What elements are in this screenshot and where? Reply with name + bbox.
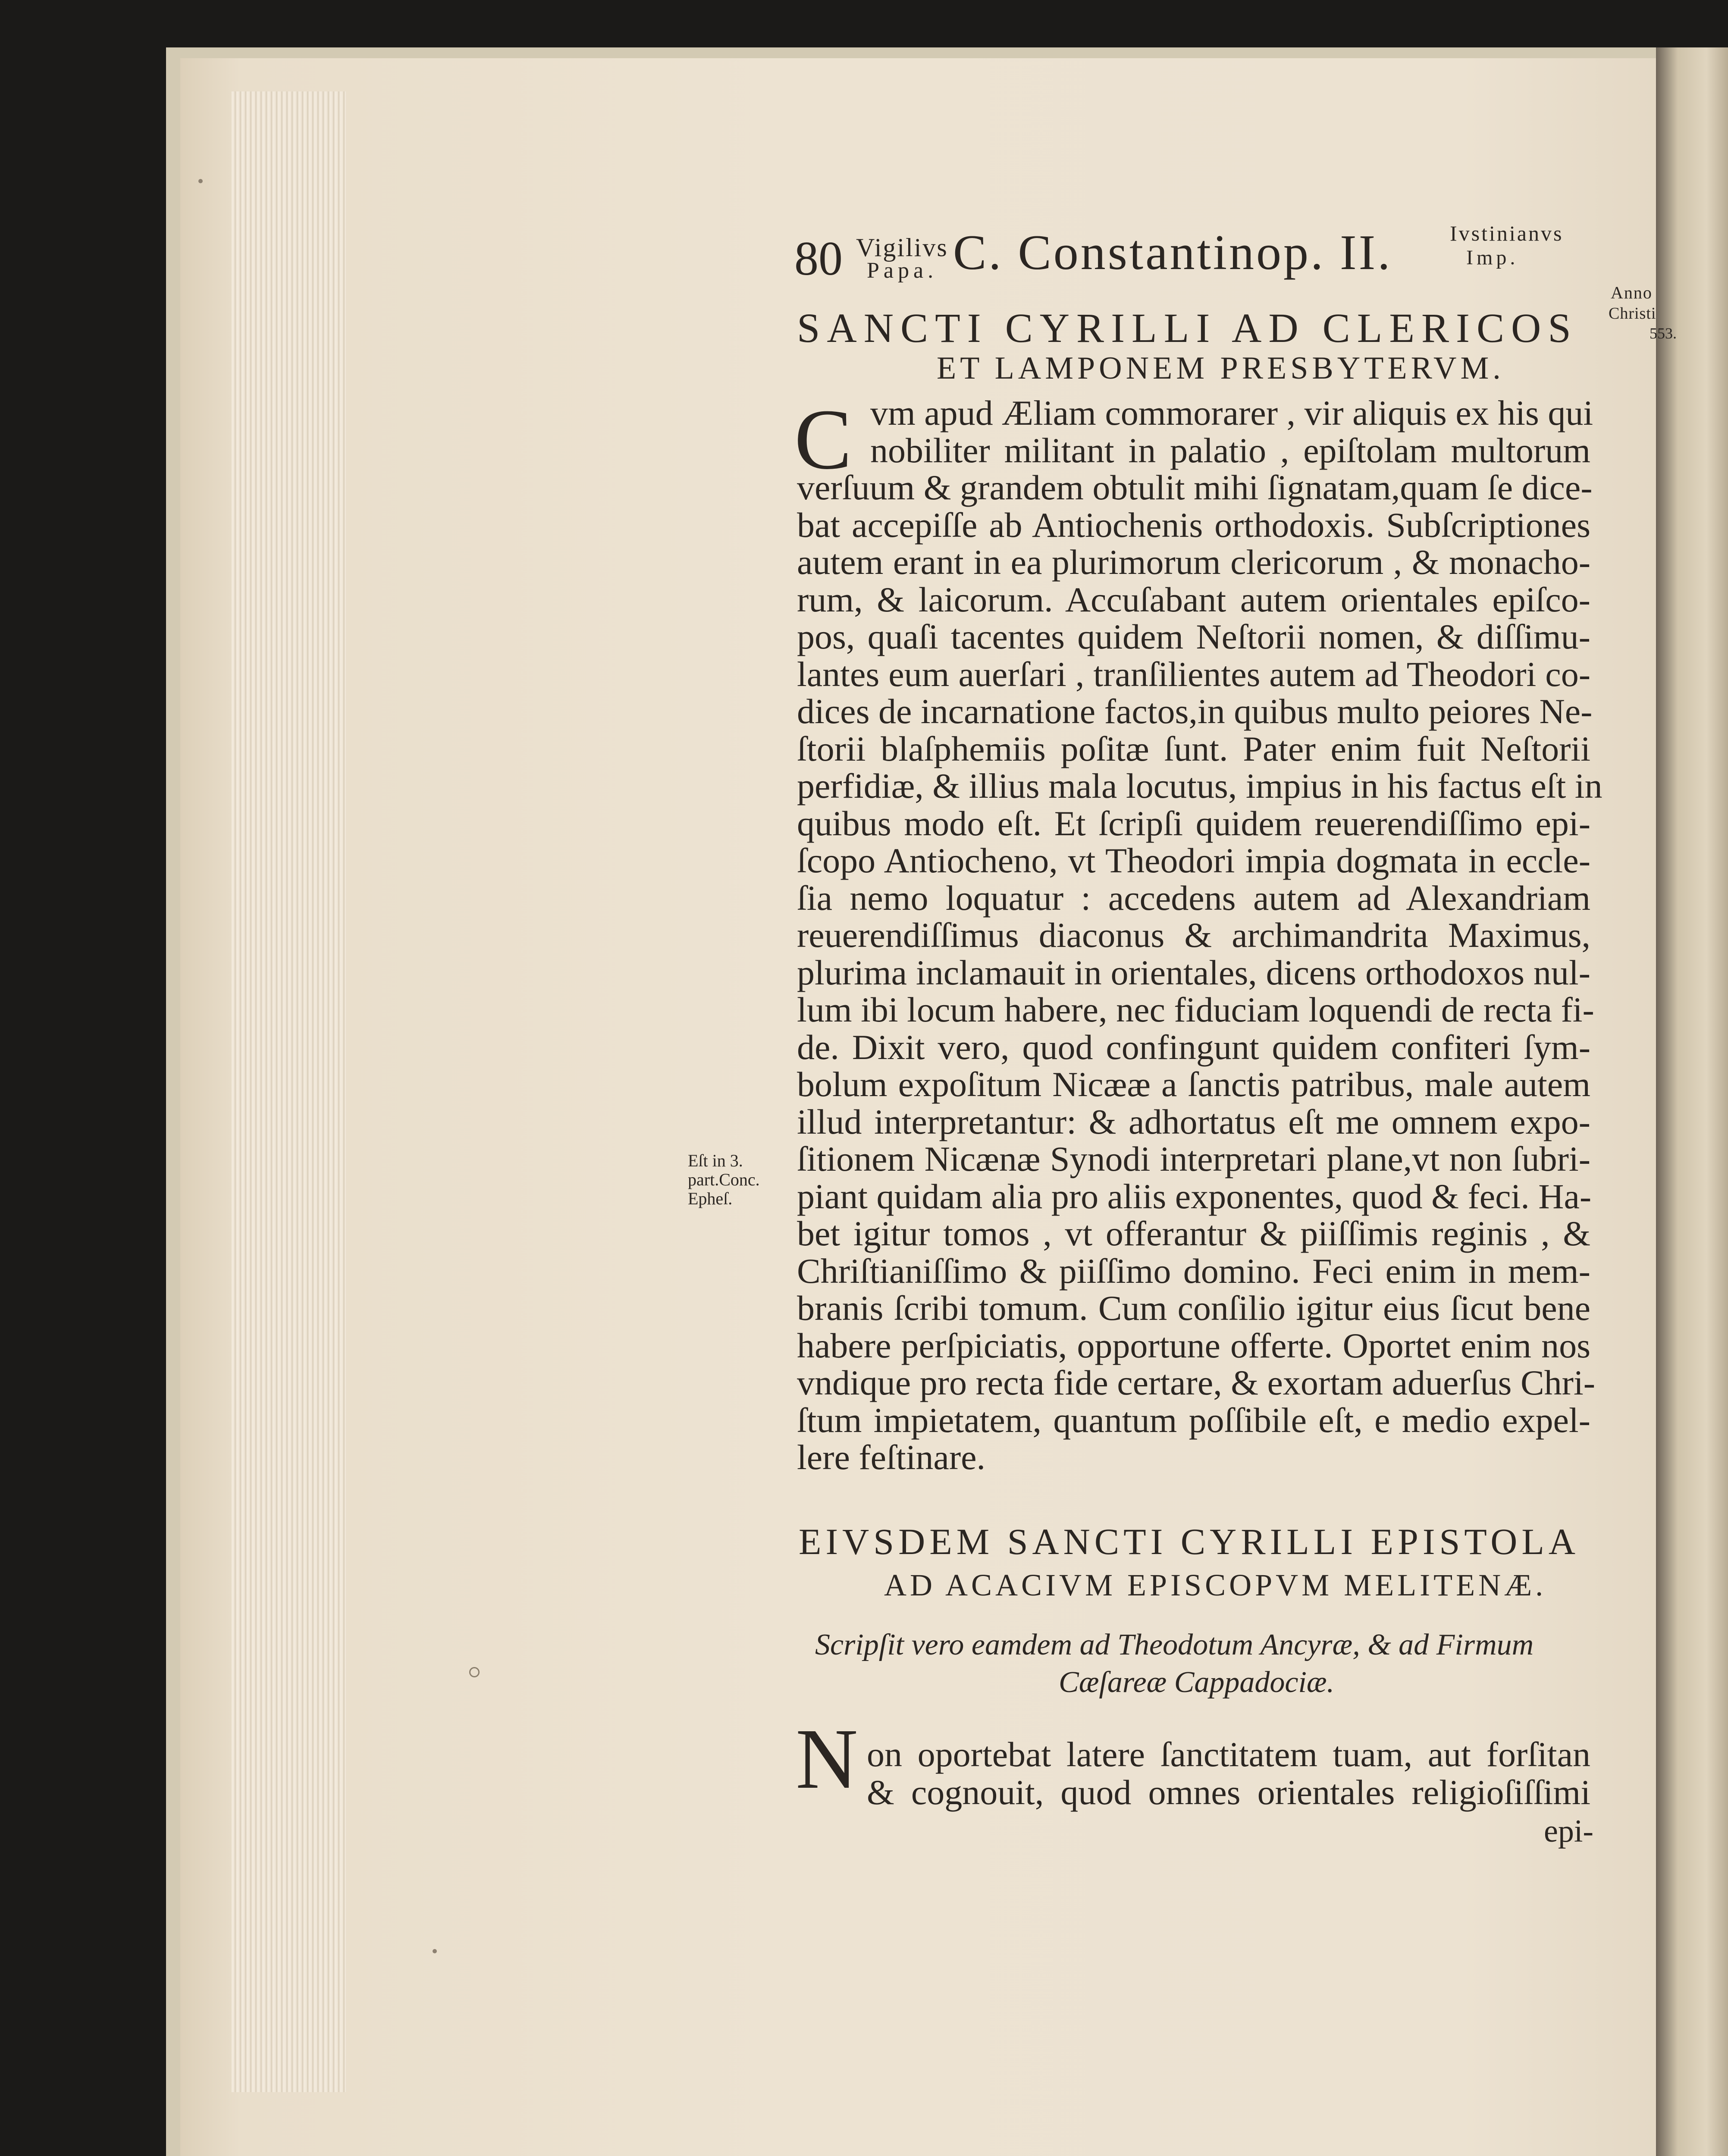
text-line: nobiliter militant in palatio , epiſtolam multorum	[870, 430, 1590, 470]
text-line: ſitionem Nicænæ Synodi interpretari plane,vt non ſubri-	[797, 1139, 1590, 1178]
paragraph1	[797, 393, 1603, 1477]
text-line: piant quidam alia pro aliis exponentes, quod & feci. Ha-	[797, 1176, 1592, 1216]
text-line: quibus modo eſt. Et ſcripſi quidem reuerendiſſimo epi-	[797, 803, 1590, 843]
second-title-line1: EIVSDEM SANCTI CYRILLI EPISTOLA	[799, 1521, 1580, 1562]
text-line: dices de incarnatione factos,in quibus multo peiores Ne-	[797, 692, 1593, 731]
text-line: pos, quaſi tacentes quidem Neſtorii nomen, & diſſimu-	[797, 617, 1590, 656]
catchword: epi-	[1544, 1814, 1594, 1849]
italic-note-line2: Cæſareæ Cappadociæ.	[1059, 1666, 1335, 1699]
text-line: & cognouit, quod omnes orientales religioſiſſimi	[867, 1773, 1590, 1812]
running-head-right-line2: Imp.	[1466, 246, 1519, 269]
text-line: ſtum impietatem, quantum poſſibile eſt, e medio expel-	[797, 1400, 1590, 1440]
running-head-right-line1: Ivstinianvs	[1450, 221, 1564, 245]
italic-note-line1: Scripſit vero eamdem ad Theodotum Ancyræ, & ad Firmum	[815, 1628, 1534, 1661]
text-line: habere perſpiciatis, opportune offerte. Oportet enim nos	[797, 1326, 1590, 1365]
second-title-line2: AD ACACIVM EPISCOPVM MELITENÆ.	[884, 1568, 1547, 1602]
text-line: verſuum & grandem obtulit mihi ſignatam,quam ſe dice-	[797, 468, 1593, 507]
text-line: Chriſtianiſſimo & piiſſimo domino. Feci enim in mem-	[797, 1251, 1590, 1291]
facing-page-edge	[1656, 47, 1728, 2156]
margin-note-line1: Eſt in 3.	[688, 1151, 743, 1170]
text-line: autem erant in ea plurimorum clericorum , & monacho-	[797, 542, 1590, 582]
text-line: ſtorii blaſphemiis poſitæ ſunt. Pater enim fuit Neſtorii	[797, 729, 1590, 768]
paragraph2	[867, 1736, 1590, 1811]
text-line: rum, & laicorum. Accuſabant autem orientales epiſco-	[797, 580, 1590, 619]
text-line: ſia nemo loquatur : accedens autem ad Alexandriam	[797, 878, 1590, 918]
text-line: reuerendiſſimus diaconus & archimandrita Maximus,	[797, 915, 1590, 955]
margin-note-line3: Epheſ.	[688, 1189, 733, 1208]
paper-speck	[433, 1949, 437, 1953]
text-line: vndique pro recta fide certare, & exortam aduerſus Chri-	[797, 1363, 1596, 1402]
year-note-line3: 553.	[1650, 325, 1677, 342]
paper-hole	[469, 1667, 480, 1677]
running-head-left-line2: Papa.	[867, 258, 938, 283]
section-title-line1: SANCTI CYRILLI AD CLERICOS	[797, 305, 1578, 351]
text-line: vm apud Æliam commorarer , vir aliquis ex his qui	[870, 393, 1593, 432]
page-block-edges	[232, 91, 346, 2092]
text-line: branis ſcribi tomum. Cum conſilio igitur eius ſicut bene	[797, 1288, 1590, 1328]
year-note-line2: Christi	[1609, 304, 1656, 323]
text-line: on oportebat latere ſanctitatem tuam, aut forſitan	[867, 1735, 1590, 1774]
text-line: lum ibi locum habere, nec fiduciam loquendi de recta fi-	[797, 990, 1594, 1029]
section-title-line2: ET LAMPONEM PRESBYTERVM.	[937, 351, 1505, 386]
text-line: de. Dixit vero, quod confingunt quidem confiteri ſym-	[797, 1027, 1590, 1067]
text-line: illud interpretantur: & adhortatus eſt me omnem expo-	[797, 1102, 1590, 1141]
margin-note-line2: part.Conc.	[688, 1170, 760, 1189]
text-line: ſcopo Antiocheno, vt Theodori impia dogmata in eccle-	[797, 841, 1590, 880]
text-line: bolum expoſitum Nicææ a ſanctis patribus, male autem	[797, 1065, 1590, 1104]
dropcap-initial: C	[794, 392, 852, 487]
text-line: lantes eum auerſari , tranſilientes autem ad Theodori co-	[797, 654, 1590, 694]
text-line: lere feſtinare.	[797, 1438, 986, 1477]
running-head-left-line1: Vigilivs	[856, 233, 948, 262]
dropcap-initial-2: N	[796, 1711, 858, 1807]
margin-note	[688, 1151, 760, 1208]
year-note-line1: Anno	[1611, 283, 1653, 302]
paper-speck	[198, 179, 203, 183]
text-line: plurima inclamauit in orientales, dicens orthodoxos nul-	[797, 953, 1590, 992]
text-line: bet igitur tomos , vt offerantur & piiſſimis reginis , &	[797, 1214, 1590, 1253]
text-line: bat accepiſſe ab Antiochenis orthodoxis. Subſcriptiones	[797, 505, 1590, 545]
page-number: 80	[794, 232, 843, 285]
text-line: perfidiæ, & illius mala locutus, impius in his factus eſt in	[797, 766, 1603, 805]
running-head-center: C. Constantinop. II.	[953, 225, 1392, 280]
